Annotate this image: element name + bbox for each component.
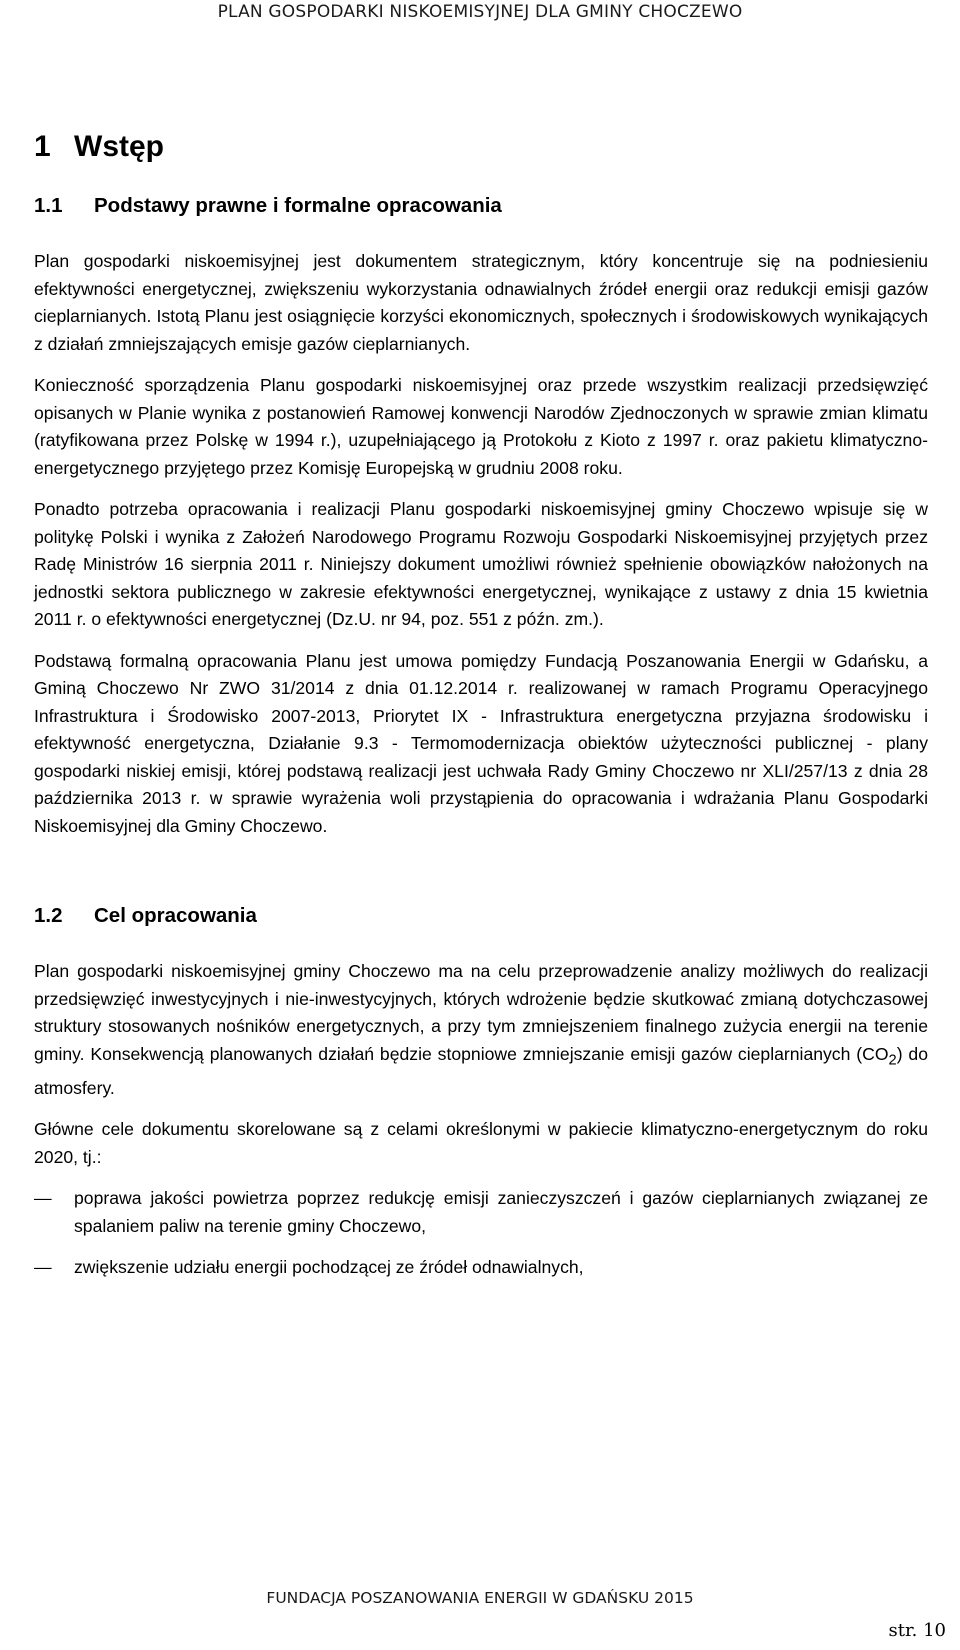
section-heading-1-2 xyxy=(34,902,928,930)
list-item-text: zwiększenie udziału energii pochodzącej ze źródeł odnawialnych, xyxy=(74,1257,584,1278)
page-footer: FUNDACJA POSZANOWANIA ENERGII W GDAŃSKU 2015 xyxy=(266,1589,694,1607)
section-number: 1.2 xyxy=(34,904,63,927)
paragraph: Podstawą formalną opracowania Planu jest umowa pomiędzy Fundacją Poszanowania Energii w Gdańsku, a Gminą Choczewo Nr ZWO 31/2014 z dnia 01.12.2014 r. realizowanej w ramach Programu Operacyjnego Infrastruktura i Środowisko 2007-2013, Priorytet IX - Infrastruktura energetyczna przyjazna środowisku i efektywność energetyczna, Działanie 9.3 - Termomodernizacja obiektów użyteczności publicznej - plany gospodarki niskiej emisji, której podstawą realizacji jest uchwała Rady Gminy Choczewo nr XLI/257/13 z dnia 28 października 2013 r. w sprawie wyrażenia woli przystąpienia do opracowania i wdrażania Planu Gospodarki Niskoemisyjnej dla Gminy Choczewo. xyxy=(34,650,928,836)
section-title: Podstawy prawne i formalne opracowania xyxy=(94,194,502,217)
paragraph: Ponadto potrzeba opracowania i realizacji Planu gospodarki niskoemisyjnej gminy Choczewo wpisuje się w politykę Polski i wynika z Założeń Narodowego Programu Rozwoju Gospodarki Niskoemisyjnej przyjętych przez Radę Ministrów 16 sierpnia 2011 r. Niniejszy dokument umożliwi również spełnienie obowiązków nałożonych na jednostki sektora publicznego w zakresie efektywności energetycznej, wynikające z ustawy z dnia 15 kwietnia 2011 r. o efektywności energetycznej (Dz.U. nr 94, poz. 551 z późn. zm.). xyxy=(34,499,928,629)
paragraph: Plan gospodarki niskoemisyjnej jest dokumentem strategicznym, który koncentruje się na podniesieniu efektywności energetycznej, zwiększeniu wykorzystania odnawialnych źródeł energii oraz redukcji emisji gazów cieplarnianych. Istotą Planu jest osiągnięcie korzyści ekonomicznych, społecznych i środowiskowych wynikających z działań zmniejszających emisje gazów cieplarnianych. xyxy=(34,251,928,354)
chapter-heading xyxy=(34,128,928,166)
paragraph-text: Plan gospodarki niskoemisyjnej gminy Choczewo ma na celu przeprowadzenie analizy możliwych do realizacji przedsięwzięć inwestycyjnych i nie-inwestycyjnych, których wdrożenie będzie skutkować zmianą dotychczasowej struktury stosowanych nośników energetycznych, a przy tym zmniejszeniem finalnego zużycia energii na terenie gminy. Konsekwencją planowanych działań będzie stopniowe zmniejszanie emisji gazów cieplarnianych (CO xyxy=(34,961,928,1064)
paragraph xyxy=(34,958,928,1102)
list-item xyxy=(34,1254,928,1282)
section-number: 1.1 xyxy=(34,194,63,217)
list-item xyxy=(34,1185,928,1240)
running-header: PLAN GOSPODARKI NISKOEMISYJNEJ DLA GMINY CHOCZEWO xyxy=(217,2,743,22)
paragraph: Główne cele dokumentu skorelowane są z celami określonymi w pakiecie klimatyczno-energetycznym do roku 2020, tj.: xyxy=(34,1119,928,1167)
dash-bullet: — xyxy=(34,1257,52,1278)
chapter-title: Wstęp xyxy=(74,130,164,163)
list-item-text: poprawa jakości powietrza poprzez redukcję emisji zanieczyszczeń i gazów cieplarnianych związanej ze spalaniem paliw na terenie gminy Choczewo, xyxy=(74,1188,928,1236)
page-content xyxy=(34,128,928,1296)
section-title: Cel opracowania xyxy=(94,904,257,927)
paragraph-text: ) do atmosfery. xyxy=(34,1043,928,1098)
goals-list xyxy=(34,1185,928,1282)
paragraph: Konieczność sporządzenia Planu gospodarki niskoemisyjnej oraz przede wszystkim realizacji przedsięwzięć opisanych w Planie wynika z postanowień Ramowej konwencji Narodów Zjednoczonych w sprawie zmian klimatu (ratyfikowana przez Polskę w 1994 r.), uzupełniającego ją Protokołu z Kioto z 1997 r. oraz pakietu klimatyczno-energetycznego przyjętego przez Komisję Europejską w grudniu 2008 roku. xyxy=(34,375,928,478)
chapter-number: 1 xyxy=(34,130,51,163)
section-heading-1-1 xyxy=(34,192,928,220)
co2-subscript: 2 xyxy=(888,1052,897,1069)
page-number: str. 10 xyxy=(888,1620,946,1641)
section-spacer xyxy=(34,854,928,902)
dash-bullet: — xyxy=(34,1188,52,1209)
